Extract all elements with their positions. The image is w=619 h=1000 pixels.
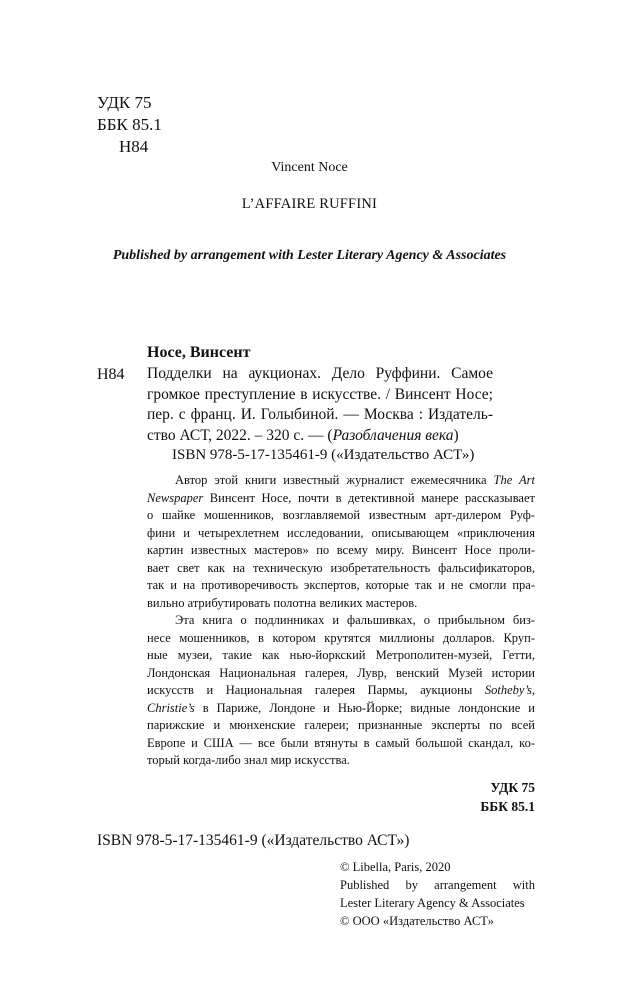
bbk-code: ББК 85.1 — [97, 115, 162, 134]
author-mark: Н84 — [119, 137, 149, 156]
annotation-line: Эта книга о подлинниках и фальшивках, о прибыльном биз- — [175, 613, 535, 627]
isbn-bottom: ISBN 978-5-17-135461-9 («Издательство АСТ») — [97, 832, 410, 849]
bibliographic-description — [147, 364, 493, 446]
description-text: ство АСТ, 2022. – 320 с. — ( — [147, 426, 333, 444]
udk-code: УДК 75 — [97, 93, 152, 112]
annotation-line — [147, 472, 535, 490]
annotation-line: о шайке мошенников, возглавляемой известным арт-дилером Руф- — [147, 508, 535, 522]
annotation-line — [147, 700, 535, 718]
copyright-line: © ООО «Издательство АСТ» — [340, 914, 494, 928]
original-author: Vincent Noce — [271, 160, 348, 175]
annotation-text: в Париже, Лондоне и Нью-Йорке; видные лондонские и — [194, 700, 535, 715]
annotation-line: ные музеи, такие как нью-йоркский Метрополитен-музей, Гетти, — [147, 648, 535, 662]
card-isbn: ISBN 978-5-17-135461-9 («Издательство АСТ») — [172, 447, 475, 463]
annotation-line: Лондонская Национальная галерея, Лувр, венский Музей истории — [147, 665, 535, 680]
card-author-mark: Н84 — [97, 366, 125, 383]
description-line — [147, 426, 493, 447]
description-line: громкое преступление в искусстве. / Винсент Носе; — [147, 385, 493, 403]
classification-codes-right — [480, 778, 535, 816]
magazine-name: Newspaper — [147, 490, 204, 505]
annotation-line: несе мошенников, в котором крутятся миллионы долларов. Круп- — [147, 630, 535, 645]
arrangement-notice: Published by arrangement with Lester Literary Agency & Associates — [112, 248, 507, 263]
annotation-line: вает свет как на техническую изобретательность фальсификаторов, — [147, 560, 535, 575]
card-author-heading: Носе, Винсент — [147, 344, 251, 361]
annotation-line: фини и четырехлетнем исследовании, описывающем «приключения — [147, 525, 535, 540]
copyright-line: © Libella, Paris, 2020 — [340, 860, 451, 874]
annotation — [147, 472, 535, 770]
udk-code: УДК 75 — [490, 780, 535, 795]
description-line: пер. с франц. И. Голыбиной. — Москва : Издатель- — [147, 406, 493, 423]
annotation-line: вильно атрибутировать полотна великих мастеров. — [147, 595, 418, 610]
annotation-text: Винсент Носе, почти в детективной манере рассказывает — [203, 490, 535, 505]
annotation-line: торый когда-либо знал мир искусства. — [147, 753, 350, 767]
classification-codes — [97, 92, 162, 158]
auction-name: Christie’s — [147, 700, 195, 715]
copyright-line: Published by arrangement with — [340, 878, 535, 892]
series-name: Разоблачения века — [332, 426, 454, 444]
auction-name: Sotheby’s, — [484, 683, 535, 697]
annotation-line — [147, 490, 535, 508]
description-text: ) — [453, 426, 459, 444]
copyright-line: Lester Literary Agency & Associates — [340, 896, 525, 910]
annotation-line: так и на противоречивость экспертов, которые так и не смогли пра- — [147, 578, 535, 592]
annotation-line: парижские и мюнхенские галереи; признанные эксперты по всей — [147, 718, 535, 732]
magazine-name: The Art — [493, 473, 536, 487]
bbk-code: ББК 85.1 — [480, 799, 535, 814]
annotation-line: картин известных мастеров» по всему миру. Винсент Носе проли- — [147, 543, 535, 557]
original-title: L’AFFAIRE RUFFINI — [241, 196, 378, 212]
annotation-text: Автор этой книги известный журналист ежемесячника — [175, 473, 494, 487]
annotation-line: Европе и США — все были втянуты в самый большой скандал, ко- — [147, 735, 535, 750]
annotation-text: искусств и Национальная галерея Пармы, аукционы — [147, 683, 485, 697]
description-line: Подделки на аукционах. Дело Руффини. Самое — [147, 365, 493, 382]
annotation-line — [147, 682, 535, 700]
copyright-block — [340, 858, 535, 930]
